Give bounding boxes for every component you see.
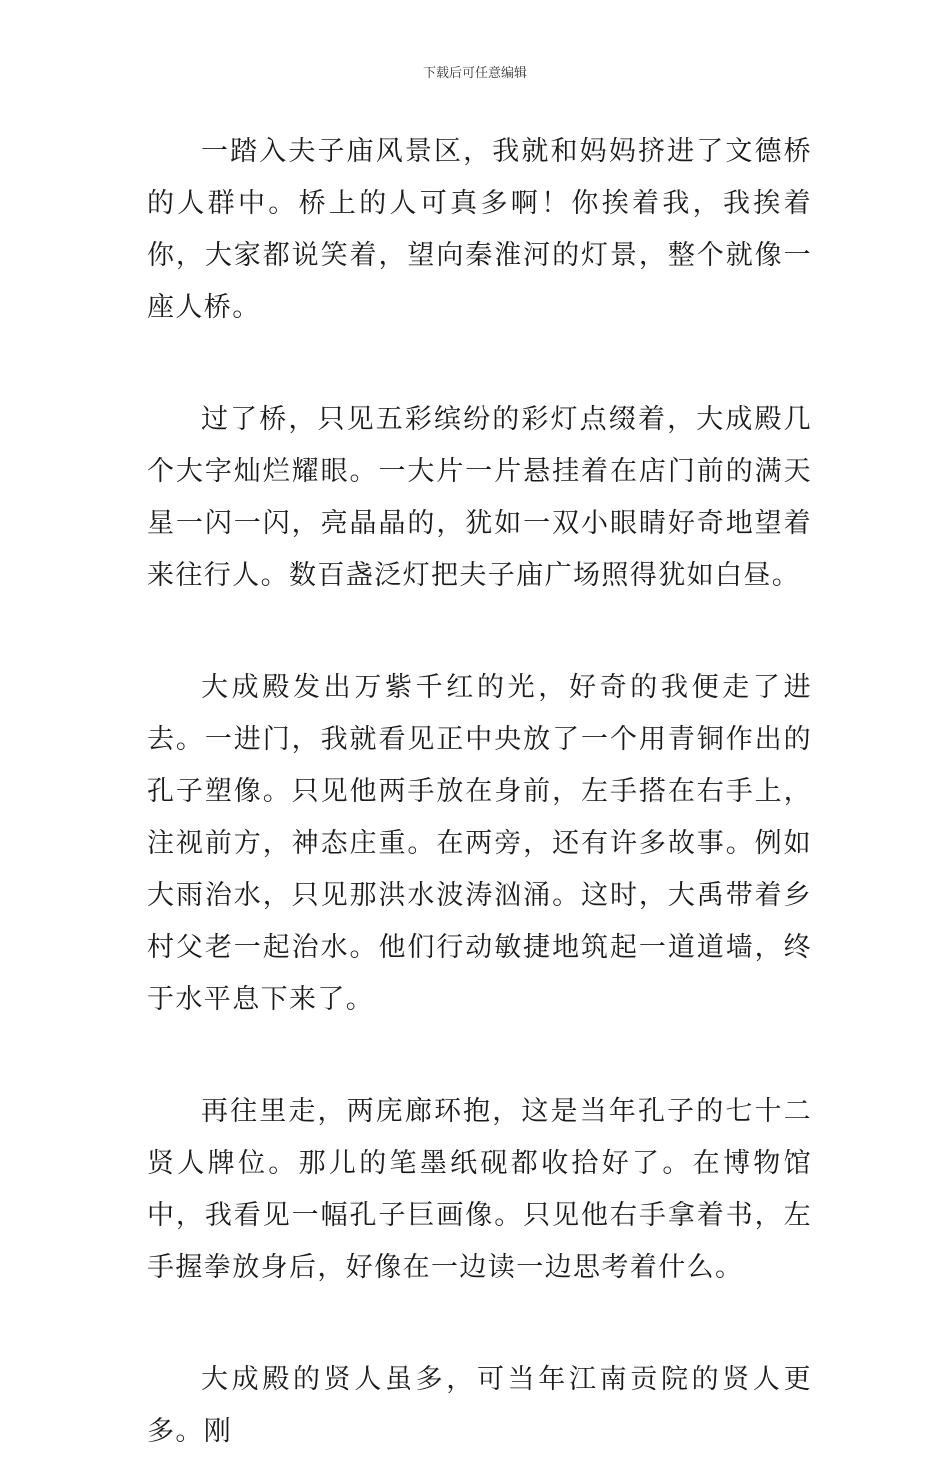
paragraph-3: 大成殿发出万紫千红的光，好奇的我便走了进去。一进门，我就看见正中央放了一个用青铜作出的孔子塑像。只见他两手放在身前，左手搭在右手上，注视前方，神态庄重。在两旁，还有许多故事。例如大雨治水，只见那洪水波涛汹涌。这时，大禹带着乡村父老一起治水。他们行动敏捷地筑起一道道墙，终于水平息下来了。 bbox=[147, 672, 812, 1015]
paragraph-4: 再往里走，两庑廊环抱，这是当年孔子的七十二贤人牌位。那儿的笔墨纸砚都收拾好了。在博物馆中，我看见一幅孔子巨画像。只见他右手拿着书，左手握拳放身后，好像在一边读一边思考着什么。 bbox=[147, 1096, 812, 1283]
document-body bbox=[147, 126, 812, 1458]
paragraph-1: 一踏入夫子庙风景区，我就和妈妈挤进了文德桥的人群中。桥上的人可真多啊！你挨着我，我挨着你，大家都说笑着，望向秦淮河的灯景，整个就像一座人桥。 bbox=[147, 136, 812, 323]
paragraph-2: 过了桥，只见五彩缤纷的彩灯点缀着，大成殿几个大字灿烂耀眼。一大片一片悬挂着在店门前的满天星一闪一闪，亮晶晶的，犹如一双小眼睛好奇地望着来往行人。数百盏泛灯把夫子庙广场照得犹如白昼。 bbox=[147, 404, 812, 591]
page-header-note: 下载后可任意编辑 bbox=[422, 66, 527, 81]
paragraph-5: 大成殿的贤人虽多，可当年江南贡院的贤人更多。刚 bbox=[147, 1364, 812, 1447]
